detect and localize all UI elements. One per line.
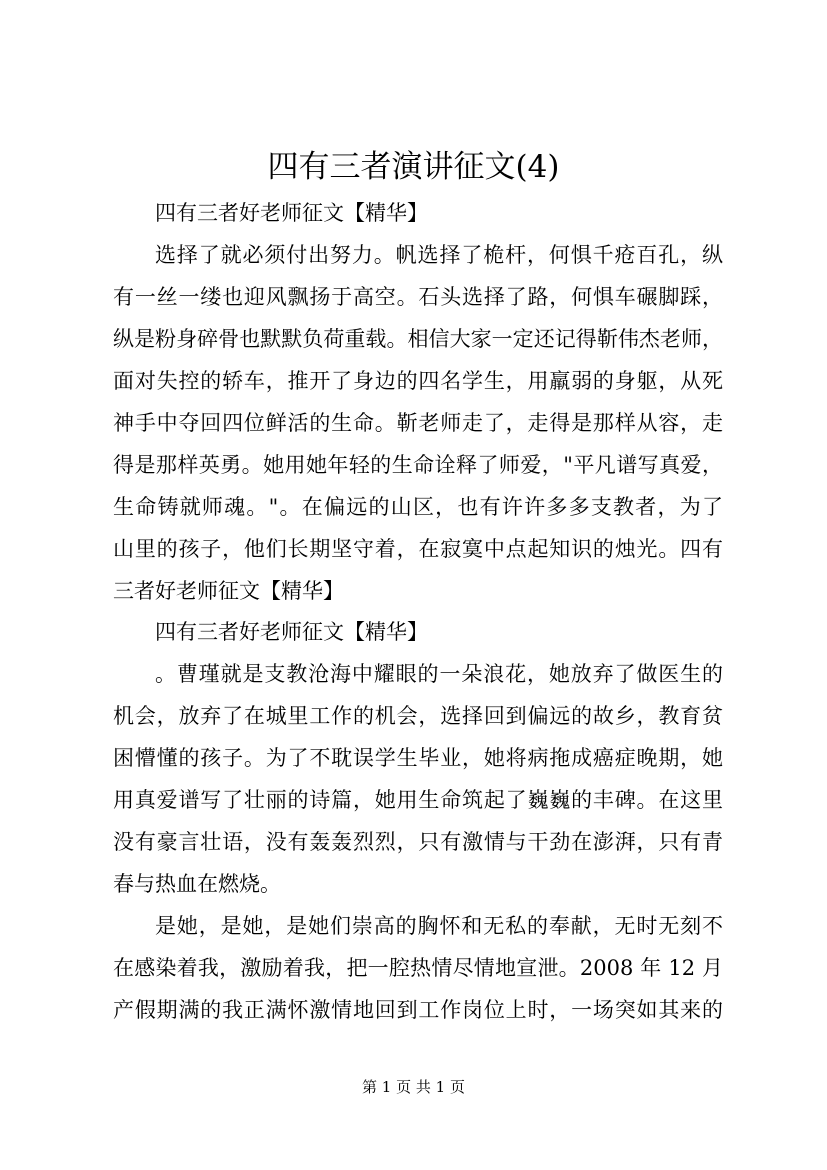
paragraph-line: 是她，是她，是她们崇高的胸怀和无私的奉献，无时无刻不 [155, 914, 723, 938]
paragraph-line: 三者好老师征文【精华】 [113, 579, 344, 603]
paragraph-line: 面对失控的轿车，推开了身边的四名学生，用羸弱的身躯，从死 [113, 369, 723, 393]
paragraph-line: 神手中夺回四位鲜活的生命。靳老师走了，走得是那样从容，走 [113, 411, 723, 435]
paragraph-line: 有一丝一缕也迎风飘扬于高空。石头选择了路，何惧车碾脚踩， [113, 285, 723, 309]
paragraph-line: 机会，放弃了在城里工作的机会，选择回到偏远的故乡，教育贫 [113, 704, 723, 728]
document-title: 四有三者演讲征文(4) [267, 149, 560, 185]
page-footer: 第 1 页 共 1 页 [362, 1078, 465, 1096]
paragraph-line: 春与热血在燃烧。 [113, 872, 281, 896]
subheading-line: 四有三者好老师征文【精华】 [155, 201, 428, 225]
paragraph-line: 选择了就必须付出努力。帆选择了桅杆，何惧千疮百孔，纵 [155, 243, 723, 267]
paragraph-line: 。曹瑾就是支教沧海中耀眼的一朵浪花，她放弃了做医生的 [155, 662, 723, 686]
paragraph-line: 生命铸就师魂。"。在偏远的山区，也有许许多多支教者，为了 [113, 495, 723, 519]
paragraph-line: 山里的孩子，他们长期坚守着，在寂寞中点起知识的烛光。四有 [113, 537, 723, 561]
paragraph-line: 纵是粉身碎骨也默默负荷重载。相信大家一定还记得靳伟杰老师， [113, 327, 723, 351]
paragraph-line: 用真爱谱写了壮丽的诗篇，她用生命筑起了巍巍的丰碑。在这里 [113, 788, 723, 812]
paragraph-line: 得是那样英勇。她用她年轻的生命诠释了师爱，"平凡谱写真爱， [113, 453, 723, 477]
paragraph-line: 没有豪言壮语，没有轰轰烈烈，只有激情与干劲在澎湃，只有青 [113, 830, 723, 854]
paragraph-line: 产假期满的我正满怀激情地回到工作岗位上时，一场突如其来的 [113, 998, 723, 1022]
paragraph-line: 在感染着我，激励着我，把一腔热情尽情地宣泄。2008 年 12 月 [113, 956, 723, 980]
paragraph-line: 困懵懂的孩子。为了不耽误学生毕业，她将病拖成癌症晚期，她 [113, 746, 723, 770]
subheading-line: 四有三者好老师征文【精华】 [155, 620, 428, 644]
